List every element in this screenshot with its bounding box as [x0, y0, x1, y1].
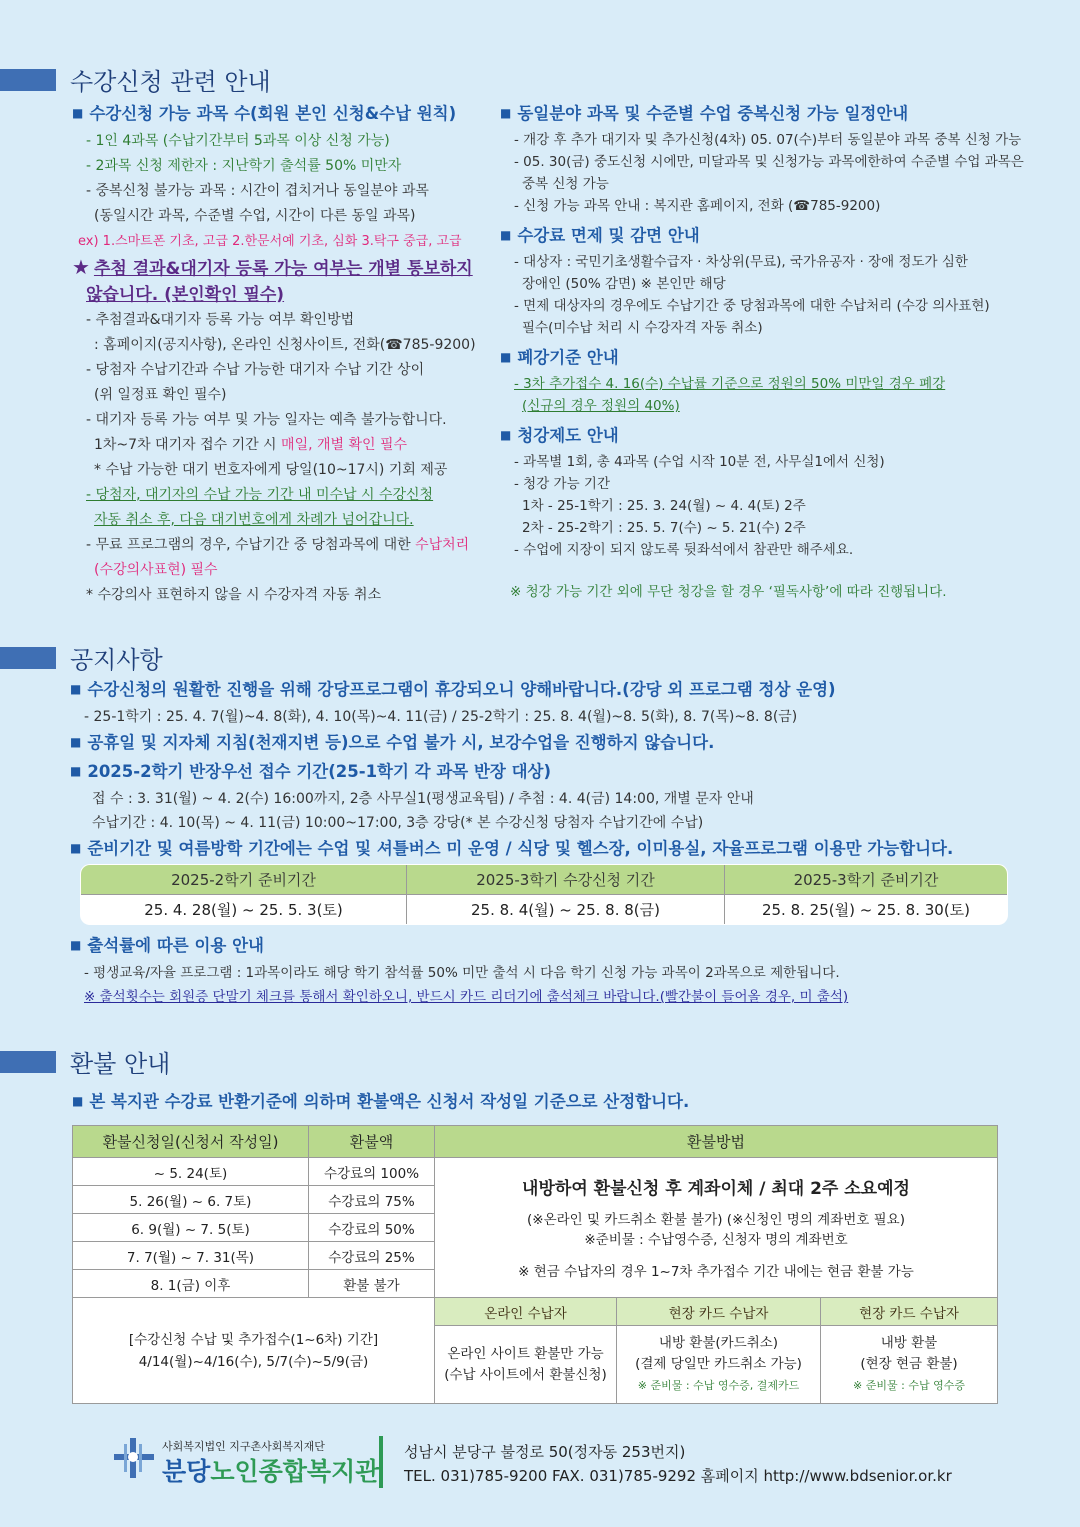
star-heading: ★ 추첨 결과&대기자 등록 가능 여부는 개별 통보하지: [72, 255, 473, 279]
left-column: [72, 100, 512, 608]
square-bullet-icon: ■: [70, 764, 82, 778]
table-cell: 25. 8. 4(월) ~ 25. 8. 8(금): [407, 895, 725, 925]
square-bullet-icon: ■: [70, 938, 82, 952]
text-line: 접 수 : 3. 31(월) ~ 4. 2(수) 16:00까지, 2층 사무실1(평생교육팀) / 추첨 : 4. 4(금) 14:00, 개별 문자 안내: [92, 791, 754, 807]
table-header: 2025-3학기 수강신청 기간: [407, 865, 725, 895]
table-cell: 환불 불가: [309, 1270, 435, 1298]
sub-header: 현장 카드 수납자: [617, 1298, 821, 1326]
text-line: (위 일정표 확인 필수): [94, 387, 227, 403]
text-line: 1차~7차 대기자 접수 기간 시 매일, 개별 확인 필수: [94, 437, 408, 453]
text-line: (수강의사표현) 필수: [94, 562, 218, 578]
subheading: ■ 공휴일 및 지자체 지침(천재지변 등)으로 수업 불가 시, 보강수업을 진행하지 않습니다.: [70, 733, 715, 752]
text-line: 2차 - 25-2학기 : 25. 5. 7(수) ~ 5. 21(수) 2주: [522, 520, 806, 536]
text-line: - 평생교육/자율 프로그램 : 1과목이라도 해당 학기 참석률 50% 미만 출석 시 다음 학기 신청 가능 과목이 2과목으로 제한됩니다.: [84, 965, 840, 981]
text-line: * 수강의사 표현하지 않을 시 수강자격 자동 취소: [86, 587, 382, 603]
text-line: 1차 - 25-1학기 : 25. 3. 24(월) ~ 4. 4(토) 2주: [522, 498, 806, 514]
section-course-header: [0, 62, 271, 97]
text-line: * 수납 가능한 대기 번호자에게 당일(10~17시) 기회 제공: [94, 462, 448, 478]
method-line: ※ 현금 수납자의 경우 1~7차 추가접수 기간 내에는 현금 환불 가능: [518, 1263, 914, 1280]
refund-table: [72, 1125, 998, 1404]
notice-block: [70, 676, 1030, 864]
section-title: 공지사항: [70, 646, 163, 674]
section-notice-header: [0, 640, 163, 675]
sub-header: 현장 카드 수납자: [821, 1298, 998, 1326]
square-bullet-icon: ■: [70, 735, 82, 749]
text-line: - 과목별 1회, 총 4과목 (수업 시작 10분 전, 사무실1에서 신청): [514, 454, 885, 470]
square-bullet-icon: ■: [70, 841, 82, 855]
square-bullet-icon: ■: [70, 682, 82, 696]
table-cell: 수강료의 50%: [309, 1214, 435, 1242]
star-heading: 않습니다. (본인확인 필수): [86, 285, 285, 305]
subheading: ■ 수강신청 가능 과목 수(회원 본인 신청&수납 원칙): [72, 104, 457, 123]
table-cell: 수강료의 25%: [309, 1242, 435, 1270]
text-line: - 대상자 : 국민기초생활수급자 · 차상위(무료), 국가유공자 · 장애 정도가 심한: [514, 254, 968, 270]
subheading: ■ 수강신청의 원활한 진행을 위해 강당프로그램이 휴강되오니 양해바랍니다.(강당 외 프로그램 정상 운영): [70, 680, 836, 699]
text-line: - 중복신청 불가능 과목 : 시간이 겹치거나 동일분야 과목: [86, 183, 429, 199]
text-line: - 수업에 지장이 되지 않도록 뒷좌석에서 참관만 해주세요.: [514, 542, 854, 558]
table-header: 2025-2학기 준비기간: [81, 865, 407, 895]
attendance-block: [70, 932, 1030, 1009]
method-cell: [435, 1158, 998, 1298]
refund-lead: ■ 본 복지관 수강료 반환기준에 의하며 환불액은 신청서 작성일 기준으로 산정합니다.: [72, 1092, 690, 1111]
org-logo-icon: [112, 1436, 156, 1480]
table-cell: 25. 8. 25(월) ~ 25. 8. 30(토): [725, 895, 1008, 925]
text-line: - 청강 가능 기간: [514, 476, 610, 492]
text-line: - 당첨자 수납기간과 수납 가능한 대기자 수납 기간 상이: [86, 362, 425, 378]
subheading: ■ 폐강기준 안내: [500, 348, 619, 367]
square-bullet-icon: ■: [500, 228, 512, 242]
table-cell: ~ 5. 24(토): [73, 1158, 309, 1186]
text-line: 수납기간 : 4. 10(목) ~ 4. 11(금) 10:00~17:00, 3층 강당(* 본 수강신청 당첨자 수납기간에 수납): [92, 815, 704, 831]
text-line: 자동 취소 후, 다음 대기번호에게 차례가 넘어갑니다.: [94, 512, 414, 528]
square-bullet-icon: ■: [72, 106, 84, 120]
text-line: - 신청 가능 과목 안내 : 복지관 홈페이지, 전화 (☎785-9200): [514, 198, 881, 214]
sub-header: 온라인 수납자: [435, 1298, 617, 1326]
text-line: ※ 출석횟수는 회원증 단말기 체크를 통해서 확인하오니, 반드시 카드 리더기에 출석체크 바랍니다.(빨간불이 들어올 경우, 미 출석): [84, 989, 849, 1005]
section-title: 수강신청 관련 안내: [70, 68, 271, 96]
method-main: 내방하여 환불신청 후 계좌이체 / 최대 2주 소요예정: [522, 1178, 910, 1199]
text-line: - 추첨결과&대기자 등록 가능 여부 확인방법: [86, 312, 355, 328]
card-cell: 내방 환불(카드취소) (결제 당일만 카드취소 가능) ※ 준비물 : 수납 영수증, 결제카드: [617, 1326, 821, 1404]
address: 성남시 분당구 불정로 50(정자동 253번지): [404, 1443, 686, 1461]
text-line: 중복 신청 가능: [522, 176, 609, 192]
text-line: (동일시간 과목, 수준별 수업, 시간이 다른 동일 과목): [94, 208, 416, 224]
text-line: - 1인 4과목 (수납기간부터 5과목 이상 신청 가능): [86, 133, 390, 149]
divider: [379, 1436, 383, 1488]
text-line: - 25-1학기 : 25. 4. 7(월)~4. 8(화), 4. 10(목)~4. 11(금) / 25-2학기 : 25. 8. 4(월)~8. 5(화), 8. 7(목)~8. 8(금): [84, 709, 798, 725]
contact: TEL. 031)785-9200 FAX. 031)785-9292 홈페이지 http://www.bdsenior.or.kr: [404, 1467, 952, 1485]
method-line: ※준비물 : 수납영수증, 신청자 명의 계좌번호: [584, 1231, 848, 1248]
online-cell: 온라인 사이트 환불만 가능 (수납 사이트에서 환불신청): [435, 1326, 617, 1404]
table-cell: 25. 4. 28(월) ~ 25. 5. 3(토): [81, 895, 407, 925]
subheading: ■ 출석률에 따른 이용 안내: [70, 936, 264, 955]
example-line: ex) 1.스마트폰 기초, 고급 2.한문서예 기초, 심화 3.탁구 중급, 고급: [78, 234, 462, 249]
square-bullet-icon: ■: [500, 350, 512, 364]
period-cell: [73, 1298, 435, 1404]
subheading: ■ 수강료 면제 및 감면 안내: [500, 226, 700, 245]
subheading: ■ 동일분야 과목 및 수준별 수업 중복신청 가능 일정안내: [500, 104, 909, 123]
section-bar: [0, 1051, 56, 1073]
footer: [0, 1418, 1080, 1508]
text-line: - 2과목 신청 제한자 : 지난학기 출석률 50% 미만자: [86, 158, 402, 174]
table-header: 환불방법: [435, 1126, 998, 1158]
right-column: [500, 100, 1040, 603]
square-bullet-icon: ■: [500, 428, 512, 442]
section-title: 환불 안내: [70, 1050, 171, 1078]
text-line: - 3차 추가접수 4. 16(수) 수납률 기준으로 정원의 50% 미만일 경우 폐강: [514, 376, 946, 392]
text-line: - 무료 프로그램의 경우, 수납기간 중 당첨과목에 대한 수납처리: [86, 537, 470, 553]
period-line: 4/14(월)~4/16(수), 5/7(수)~5/9(금): [138, 1353, 369, 1370]
address-block: [404, 1440, 952, 1488]
subheading: ■ 준비기간 및 여름방학 기간에는 수업 및 셔틀버스 미 운영 / 식당 및 헬스장, 이미용실, 자율프로그램 이용만 가능합니다.: [70, 839, 954, 858]
section-refund-header: [0, 1044, 170, 1079]
text-line: - 면제 대상자의 경우에도 수납기간 중 당첨과목에 대한 수납처리 (수강 의사표현): [514, 298, 990, 314]
table-header: 환불신청일(신청서 작성일): [73, 1126, 309, 1158]
table-header: 환불액: [309, 1126, 435, 1158]
text-line: 장애인 (50% 감면) ※ 본인만 해당: [522, 276, 726, 292]
text-line: - 개강 후 추가 대기자 및 추가신청(4차) 05. 07(수)부터 동일분야 과목 중복 신청 가능: [514, 132, 1022, 148]
method-line: (※온라인 및 카드취소 환불 불가) (※신청인 명의 계좌번호 필요): [527, 1211, 905, 1228]
square-bullet-icon: ■: [72, 1094, 84, 1108]
square-bullet-icon: ■: [500, 106, 512, 120]
note-line: ※ 청강 가능 기간 외에 무단 청강을 할 경우 ‘필독사항’에 따라 진행됩니다.: [510, 584, 947, 600]
text-line: 필수(미수납 처리 시 수강자격 자동 취소): [522, 320, 763, 336]
org-parent-name: 사회복지법인 지구촌사회복지재단: [162, 1440, 325, 1453]
period-line: [수강신청 수납 및 추가접수(1~6차) 기간]: [128, 1331, 379, 1348]
text-line: - 05. 30(금) 중도신청 시에만, 미달과목 및 신청가능 과목에한하여 수준별 수업 과목은: [514, 154, 1024, 170]
text-line: - 당첨자, 대기자의 수납 가능 기간 내 미수납 시 수강신청: [86, 487, 434, 503]
table-cell: 8. 1(금) 이후: [73, 1270, 309, 1298]
subheading: ■ 2025-2학기 반장우선 접수 기간(25-1학기 각 과목 반장 대상): [70, 762, 552, 781]
section-bar: [0, 69, 56, 91]
table-cell: 5. 26(월) ~ 6. 7토): [73, 1186, 309, 1214]
section-bar: [0, 647, 56, 669]
text-line: (신규의 경우 정원의 40%): [522, 398, 680, 414]
text-line: - 대기자 등록 가능 여부 및 가능 일자는 예측 불가능합니다.: [86, 412, 447, 428]
table-cell: 7. 7(월) ~ 7. 31(목): [73, 1242, 309, 1270]
subheading: ■ 청강제도 안내: [500, 426, 619, 445]
cash-cell: 내방 환불 (현장 현금 환불) ※ 준비물 : 수납 영수증: [821, 1326, 998, 1404]
table-header: 2025-3학기 준비기간: [725, 865, 1008, 895]
schedule-table: [80, 864, 1008, 925]
org-name: 분당노인종합복지관: [162, 1457, 380, 1486]
table-cell: 수강료의 75%: [309, 1186, 435, 1214]
table-cell: 6. 9(월) ~ 7. 5(토): [73, 1214, 309, 1242]
text-line: : 홈페이지(공지사항), 온라인 신청사이트, 전화(☎785-9200): [94, 337, 476, 353]
star-icon: ★: [72, 255, 90, 279]
table-cell: 수강료의 100%: [309, 1158, 435, 1186]
